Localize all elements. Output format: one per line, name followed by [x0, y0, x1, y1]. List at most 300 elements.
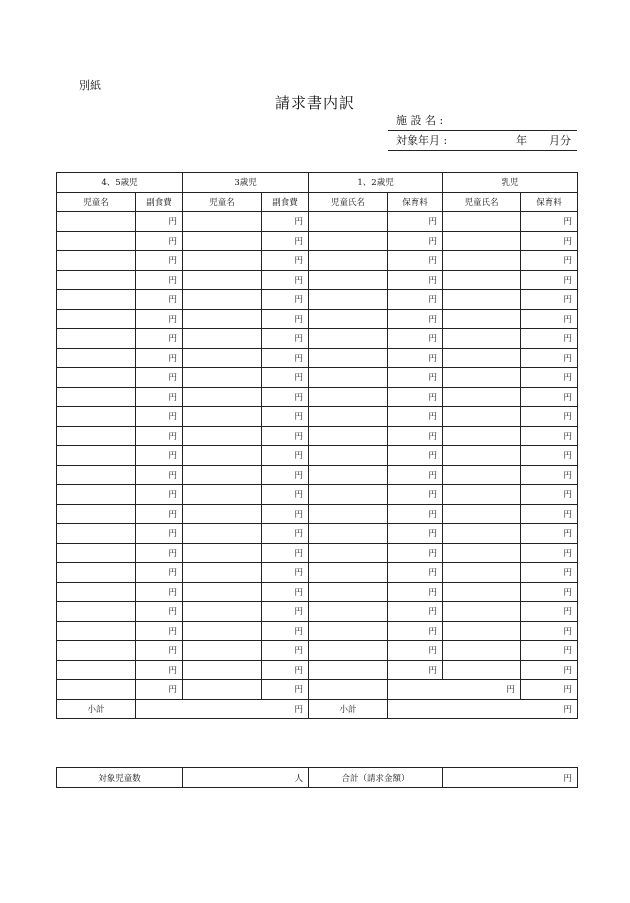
yen-unit: 円 — [168, 685, 178, 696]
yen-unit: 円 — [563, 587, 573, 598]
amount-cell[interactable] — [136, 348, 183, 368]
child-name-cell[interactable] — [57, 290, 136, 310]
yen-unit: 円 — [294, 275, 304, 286]
breakdown-table — [56, 172, 578, 719]
page-title: 請求書内訳 — [274, 94, 355, 112]
yen-unit: 円 — [168, 314, 178, 325]
child-name-cell[interactable] — [443, 563, 521, 583]
amount-cell[interactable] — [388, 621, 443, 641]
amount-cell[interactable] — [262, 251, 309, 271]
table-row — [57, 582, 578, 602]
amount-cell[interactable] — [521, 446, 578, 466]
yen-unit: 円 — [506, 685, 516, 696]
child-name-cell[interactable] — [443, 660, 521, 680]
column-header-row — [57, 192, 578, 212]
yen-unit: 円 — [428, 256, 438, 267]
child-name-cell[interactable] — [183, 368, 262, 388]
child-name-cell[interactable] — [183, 231, 262, 251]
child-name-cell[interactable] — [57, 641, 136, 661]
child-name-cell[interactable] — [183, 524, 262, 544]
child-name-cell[interactable] — [57, 582, 136, 602]
child-name-cell[interactable] — [183, 348, 262, 368]
child-name-cell[interactable] — [183, 504, 262, 524]
child-name-cell[interactable] — [309, 504, 388, 524]
amount-cell[interactable] — [388, 329, 443, 349]
amount-cell[interactable] — [521, 641, 578, 661]
amount-cell[interactable] — [388, 641, 443, 661]
child-name-cell[interactable] — [309, 368, 388, 388]
amount-cell[interactable] — [136, 660, 183, 680]
child-name-cell[interactable] — [443, 446, 521, 466]
child-name-cell[interactable] — [183, 465, 262, 485]
amount-cell[interactable] — [388, 680, 521, 700]
child-name-cell[interactable] — [309, 387, 388, 407]
child-name-cell[interactable] — [57, 212, 136, 232]
child-name-cell[interactable] — [183, 680, 262, 700]
amount-cell[interactable] — [388, 524, 443, 544]
amount-cell[interactable] — [262, 309, 309, 329]
amount-cell[interactable] — [521, 504, 578, 524]
amount-cell[interactable] — [521, 680, 578, 700]
amount-cell[interactable] — [521, 309, 578, 329]
amount-cell[interactable] — [388, 543, 443, 563]
child-name-cell[interactable] — [309, 426, 388, 446]
amount-cell[interactable] — [388, 563, 443, 583]
group-header-row — [57, 173, 578, 193]
child-name-cell[interactable] — [57, 524, 136, 544]
child-name-cell[interactable] — [183, 543, 262, 563]
amount-cell[interactable] — [521, 407, 578, 427]
amount-cell[interactable] — [388, 387, 443, 407]
amount-cell[interactable] — [136, 387, 183, 407]
amount-cell[interactable] — [521, 582, 578, 602]
amount-cell[interactable] — [521, 270, 578, 290]
yen-unit: 円 — [428, 607, 438, 618]
yen-unit: 円 — [563, 626, 573, 637]
amount-cell[interactable] — [262, 446, 309, 466]
child-name-cell[interactable] — [309, 231, 388, 251]
yen-unit: 円 — [563, 353, 573, 364]
amount-cell[interactable] — [388, 290, 443, 310]
child-name-cell[interactable] — [57, 680, 136, 700]
amount-cell[interactable] — [388, 582, 443, 602]
group-header-infant: 乳児 — [443, 173, 578, 193]
child-name-cell[interactable] — [57, 387, 136, 407]
child-name-cell[interactable] — [443, 504, 521, 524]
amount-cell[interactable] — [388, 368, 443, 388]
yen-unit: 円 — [563, 412, 573, 423]
child-name-cell[interactable] — [57, 543, 136, 563]
yen-unit: 円 — [168, 353, 178, 364]
child-name-cell[interactable] — [183, 660, 262, 680]
yen-unit: 円 — [294, 685, 304, 696]
child-name-cell[interactable] — [309, 563, 388, 583]
child-name-cell[interactable] — [57, 309, 136, 329]
yen-unit: 円 — [294, 607, 304, 618]
yen-unit: 円 — [428, 626, 438, 637]
child-name-cell[interactable] — [443, 582, 521, 602]
child-name-cell[interactable] — [309, 251, 388, 271]
yen-unit: 円 — [168, 529, 178, 540]
yen-unit: 円 — [294, 392, 304, 403]
child-name-cell[interactable] — [443, 309, 521, 329]
yen-unit: 円 — [294, 529, 304, 540]
amount-cell[interactable] — [136, 251, 183, 271]
amount-cell[interactable] — [136, 368, 183, 388]
amount-cell[interactable] — [262, 680, 309, 700]
child-name-cell[interactable] — [57, 407, 136, 427]
yen-unit: 円 — [428, 665, 438, 676]
amount-cell[interactable] — [521, 387, 578, 407]
yen-unit: 円 — [563, 451, 573, 462]
yen-unit: 円 — [294, 646, 304, 657]
yen-unit: 円 — [294, 431, 304, 442]
amount-cell[interactable] — [262, 426, 309, 446]
child-name-cell[interactable] — [309, 446, 388, 466]
group-header-1-2: 1、2歳児 — [309, 173, 443, 193]
amount-cell[interactable] — [388, 446, 443, 466]
target-period-label: 対象年月 : — [396, 134, 448, 147]
child-name-cell[interactable] — [57, 446, 136, 466]
amount-cell[interactable] — [262, 504, 309, 524]
annex-label: 別紙 — [79, 79, 101, 92]
yen-unit: 円 — [294, 451, 304, 462]
child-name-cell[interactable] — [309, 212, 388, 232]
child-name-cell[interactable] — [309, 329, 388, 349]
child-name-cell[interactable] — [443, 602, 521, 622]
yen-unit: 円 — [168, 373, 178, 384]
amount-cell[interactable] — [262, 329, 309, 349]
child-name-cell[interactable] — [309, 543, 388, 563]
amount-cell[interactable] — [388, 426, 443, 446]
subtotal-amount-cell[interactable] — [136, 699, 309, 719]
child-name-cell[interactable] — [443, 329, 521, 349]
child-name-cell[interactable] — [443, 426, 521, 446]
yen-unit: 円 — [563, 548, 573, 559]
child-name-cell[interactable] — [183, 582, 262, 602]
amount-cell[interactable] — [262, 368, 309, 388]
yen-unit: 円 — [563, 607, 573, 618]
yen-unit: 円 — [428, 451, 438, 462]
table-row — [57, 485, 578, 505]
amount-cell[interactable] — [388, 251, 443, 271]
yen-unit: 円 — [428, 353, 438, 364]
table-row — [57, 407, 578, 427]
amount-cell[interactable] — [136, 602, 183, 622]
yen-unit: 円 — [168, 646, 178, 657]
yen-unit: 円 — [294, 548, 304, 559]
child-name-cell[interactable] — [57, 485, 136, 505]
yen-unit: 円 — [563, 236, 573, 247]
amount-cell[interactable] — [136, 212, 183, 232]
child-name-cell[interactable] — [57, 329, 136, 349]
subtotal-label: 小計 — [309, 699, 388, 719]
amount-cell[interactable] — [136, 641, 183, 661]
child-name-cell[interactable] — [309, 602, 388, 622]
child-name-cell[interactable] — [443, 465, 521, 485]
table-row — [57, 270, 578, 290]
yen-unit: 円 — [168, 626, 178, 637]
amount-cell[interactable] — [521, 329, 578, 349]
child-name-cell[interactable] — [443, 524, 521, 544]
amount-cell[interactable] — [136, 329, 183, 349]
child-name-cell[interactable] — [309, 621, 388, 641]
amount-cell[interactable] — [521, 251, 578, 271]
year-label: 年 — [516, 134, 527, 147]
amount-cell[interactable] — [521, 524, 578, 544]
yen-unit: 円 — [428, 490, 438, 501]
amount-cell[interactable] — [262, 465, 309, 485]
amount-cell[interactable] — [262, 212, 309, 232]
children-count-cell[interactable] — [183, 768, 309, 788]
amount-cell[interactable] — [136, 309, 183, 329]
child-name-cell[interactable] — [57, 504, 136, 524]
subtotal-amount-cell[interactable] — [388, 699, 578, 719]
child-name-cell[interactable] — [183, 212, 262, 232]
child-name-cell[interactable] — [309, 309, 388, 329]
yen-unit: 円 — [294, 470, 304, 481]
yen-unit: 円 — [294, 704, 304, 715]
yen-unit: 円 — [294, 353, 304, 364]
yen-unit: 円 — [563, 275, 573, 286]
child-name-cell[interactable] — [183, 563, 262, 583]
child-name-cell[interactable] — [57, 621, 136, 641]
table-row — [57, 621, 578, 641]
child-name-cell[interactable] — [57, 563, 136, 583]
yen-unit: 円 — [563, 470, 573, 481]
child-name-cell[interactable] — [443, 231, 521, 251]
amount-cell[interactable] — [136, 465, 183, 485]
child-name-cell[interactable] — [443, 407, 521, 427]
child-name-cell[interactable] — [309, 465, 388, 485]
yen-unit: 円 — [168, 412, 178, 423]
amount-cell[interactable] — [521, 602, 578, 622]
yen-unit: 円 — [168, 607, 178, 618]
facility-name-field[interactable] — [388, 112, 577, 131]
amount-cell[interactable] — [388, 270, 443, 290]
amount-cell[interactable] — [262, 290, 309, 310]
yen-unit: 円 — [428, 217, 438, 228]
child-name-cell[interactable] — [443, 348, 521, 368]
yen-unit: 円 — [168, 451, 178, 462]
table-row — [57, 231, 578, 251]
amount-cell[interactable] — [136, 407, 183, 427]
amount-cell[interactable] — [262, 621, 309, 641]
total-amount-cell[interactable] — [443, 768, 578, 788]
amount-cell[interactable] — [136, 426, 183, 446]
child-name-cell[interactable] — [309, 641, 388, 661]
amount-cell[interactable] — [136, 231, 183, 251]
amount-cell[interactable] — [262, 660, 309, 680]
amount-cell[interactable] — [136, 680, 183, 700]
col-header: 副食費 — [262, 192, 309, 212]
yen-unit: 円 — [563, 685, 573, 696]
child-name-cell[interactable] — [57, 368, 136, 388]
child-name-cell[interactable] — [309, 485, 388, 505]
child-name-cell[interactable] — [443, 368, 521, 388]
child-name-cell[interactable] — [309, 270, 388, 290]
amount-cell[interactable] — [136, 524, 183, 544]
table-row — [57, 446, 578, 466]
amount-cell[interactable] — [521, 348, 578, 368]
amount-cell[interactable] — [388, 348, 443, 368]
yen-unit: 円 — [294, 314, 304, 325]
yen-unit: 円 — [563, 334, 573, 345]
child-name-cell[interactable] — [183, 641, 262, 661]
yen-unit: 円 — [294, 490, 304, 501]
child-name-cell[interactable] — [443, 485, 521, 505]
child-name-cell[interactable] — [443, 387, 521, 407]
yen-unit: 円 — [168, 548, 178, 559]
table-row — [57, 524, 578, 544]
child-name-cell[interactable] — [309, 348, 388, 368]
child-name-cell[interactable] — [443, 641, 521, 661]
child-name-cell[interactable] — [443, 543, 521, 563]
yen-unit: 円 — [294, 373, 304, 384]
amount-cell[interactable] — [136, 582, 183, 602]
yen-unit: 円 — [563, 490, 573, 501]
amount-cell[interactable] — [388, 212, 443, 232]
amount-cell[interactable] — [136, 270, 183, 290]
child-name-cell[interactable] — [183, 485, 262, 505]
amount-cell[interactable] — [521, 290, 578, 310]
amount-cell[interactable] — [521, 543, 578, 563]
yen-unit: 円 — [563, 314, 573, 325]
child-name-cell[interactable] — [183, 270, 262, 290]
child-name-cell[interactable] — [183, 621, 262, 641]
amount-cell[interactable] — [388, 309, 443, 329]
child-name-cell[interactable] — [309, 660, 388, 680]
child-name-cell[interactable] — [183, 329, 262, 349]
child-name-cell[interactable] — [57, 348, 136, 368]
amount-cell[interactable] — [521, 563, 578, 583]
yen-unit: 円 — [168, 256, 178, 267]
child-name-cell[interactable] — [57, 660, 136, 680]
child-name-cell[interactable] — [183, 446, 262, 466]
yen-unit: 円 — [294, 587, 304, 598]
amount-cell[interactable] — [262, 543, 309, 563]
yen-unit: 円 — [428, 295, 438, 306]
amount-cell[interactable] — [262, 602, 309, 622]
child-name-cell[interactable] — [183, 387, 262, 407]
amount-cell[interactable] — [262, 524, 309, 544]
child-name-cell[interactable] — [309, 290, 388, 310]
amount-cell[interactable] — [262, 348, 309, 368]
amount-cell[interactable] — [262, 563, 309, 583]
child-name-cell[interactable] — [309, 524, 388, 544]
child-name-cell[interactable] — [443, 270, 521, 290]
amount-cell[interactable] — [388, 465, 443, 485]
yen-unit: 円 — [168, 509, 178, 520]
amount-cell[interactable] — [521, 426, 578, 446]
child-name-cell[interactable] — [309, 582, 388, 602]
child-name-cell[interactable] — [443, 251, 521, 271]
table-row — [57, 251, 578, 271]
amount-cell[interactable] — [521, 485, 578, 505]
target-period-field[interactable] — [388, 132, 577, 151]
yen-unit: 円 — [168, 334, 178, 345]
amount-cell[interactable] — [388, 231, 443, 251]
yen-unit: 円 — [563, 529, 573, 540]
child-name-cell[interactable] — [183, 602, 262, 622]
child-name-cell[interactable] — [57, 251, 136, 271]
child-name-cell[interactable] — [309, 407, 388, 427]
child-name-cell[interactable] — [443, 290, 521, 310]
amount-cell[interactable] — [388, 602, 443, 622]
amount-cell[interactable] — [521, 212, 578, 232]
amount-cell[interactable] — [388, 485, 443, 505]
group-header-4-5: 4、5歳児 — [57, 173, 183, 193]
amount-cell[interactable] — [521, 368, 578, 388]
child-name-cell[interactable] — [183, 407, 262, 427]
child-name-cell[interactable] — [57, 465, 136, 485]
amount-cell[interactable] — [262, 582, 309, 602]
amount-cell[interactable] — [262, 641, 309, 661]
amount-cell[interactable] — [388, 504, 443, 524]
child-name-cell[interactable] — [183, 309, 262, 329]
amount-cell[interactable] — [136, 621, 183, 641]
table-row — [57, 290, 578, 310]
child-name-cell[interactable] — [309, 680, 388, 700]
yen-unit: 円 — [563, 646, 573, 657]
amount-cell[interactable] — [262, 231, 309, 251]
amount-cell[interactable] — [521, 465, 578, 485]
child-name-cell[interactable] — [57, 231, 136, 251]
month-label: 月分 — [549, 134, 571, 147]
child-name-cell[interactable] — [57, 270, 136, 290]
amount-cell[interactable] — [262, 485, 309, 505]
child-name-cell[interactable] — [57, 426, 136, 446]
amount-cell[interactable] — [521, 621, 578, 641]
amount-cell[interactable] — [136, 446, 183, 466]
child-name-cell[interactable] — [183, 290, 262, 310]
amount-cell[interactable] — [262, 407, 309, 427]
amount-cell[interactable] — [136, 543, 183, 563]
child-name-cell[interactable] — [183, 251, 262, 271]
table-row — [57, 212, 578, 232]
yen-unit: 円 — [428, 529, 438, 540]
amount-cell[interactable] — [388, 660, 443, 680]
amount-cell[interactable] — [136, 563, 183, 583]
amount-cell[interactable] — [521, 660, 578, 680]
total-label: 合計（請求金額） — [309, 768, 443, 788]
table-row — [57, 387, 578, 407]
yen-unit: 円 — [294, 509, 304, 520]
child-name-cell[interactable] — [57, 602, 136, 622]
amount-cell[interactable] — [262, 387, 309, 407]
yen-unit: 円 — [294, 412, 304, 423]
amount-cell[interactable] — [136, 290, 183, 310]
yen-unit: 円 — [428, 373, 438, 384]
amount-cell[interactable] — [521, 231, 578, 251]
yen-unit: 円 — [563, 373, 573, 384]
table-row — [57, 641, 578, 661]
amount-cell[interactable] — [136, 485, 183, 505]
amount-cell[interactable] — [388, 407, 443, 427]
yen-unit: 円 — [428, 314, 438, 325]
yen-unit: 円 — [563, 568, 573, 579]
child-name-cell[interactable] — [183, 426, 262, 446]
subtotal-row — [57, 699, 578, 719]
yen-unit: 円 — [563, 217, 573, 228]
child-name-cell[interactable] — [443, 621, 521, 641]
table-row — [57, 504, 578, 524]
amount-cell[interactable] — [262, 270, 309, 290]
facility-name-label: 施 設 名 : — [396, 114, 444, 127]
child-name-cell[interactable] — [443, 212, 521, 232]
amount-cell[interactable] — [136, 504, 183, 524]
yen-unit: 円 — [428, 509, 438, 520]
